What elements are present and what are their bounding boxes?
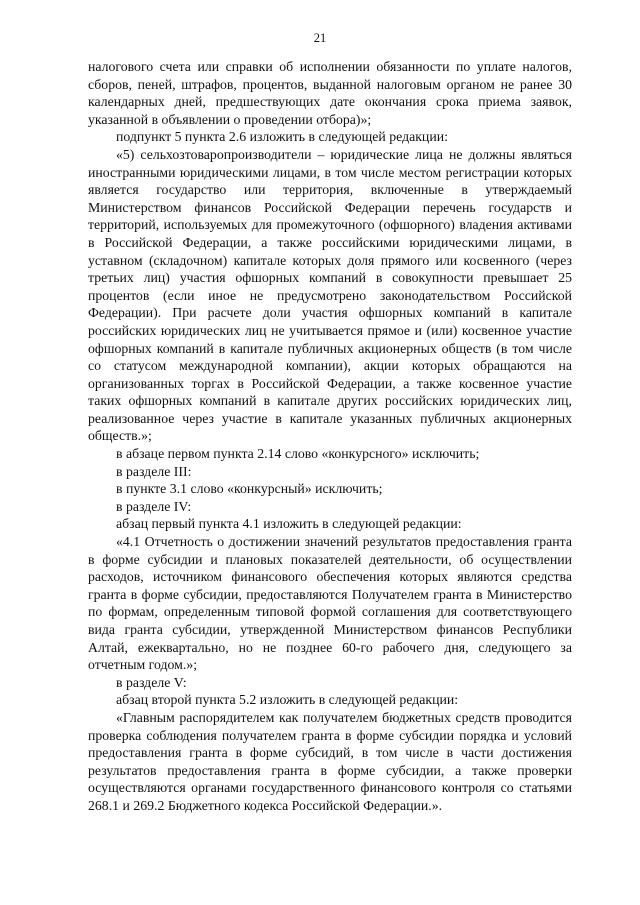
paragraph-subpoint-2-6-instruction: подпункт 5 пункта 2.6 изложить в следующей редакции: bbox=[116, 129, 448, 145]
document-body bbox=[88, 58, 572, 815]
paragraph-5-2-instruction: абзац второй пункта 5.2 изложить в следующей редакции: bbox=[116, 692, 459, 708]
paragraph-2-14-instruction: в абзаце первом пункта 2.14 слово «конкурсного» исключить; bbox=[116, 446, 480, 462]
paragraph-3-1-instruction: в пункте 3.1 слово «конкурсный» исключить; bbox=[116, 481, 383, 497]
paragraph-5-2-text: «Главным распорядителем как получателем бюджетных средств проводится проверка соблюдения получателем гранта в форме субсидии порядка и условий предоставления гранта в форме субсидий, в том числе в части достижения результатов предоставления гранта в форме субсидии, а также проверки осуществляются органами государственного финансового контроля со статьями 268.1 и 269.2 Бюджетного кодекса Российской Федерации.». bbox=[88, 709, 572, 813]
paragraph-continuation: налогового счета или справки об исполнении обязанности по уплате налогов, сборов, пеней, штрафов, процентов, выданной налоговым органом не ранее 30 календарных дней, предшествующих дате окончания срока приема заявок, указанной в объявлении о проведении отбора)»; bbox=[88, 59, 572, 127]
page-number: 21 bbox=[313, 31, 327, 45]
paragraph-section-3: в разделе III: bbox=[116, 463, 192, 479]
paragraph-4-1-instruction: абзац первый пункта 4.1 изложить в следующей редакции: bbox=[116, 516, 462, 532]
paragraph-4-1-text: «4.1 Отчетность о достижении значений результатов предоставления гранта в форме субсидии и плановых показателей деятельности, об осуществлении расходов, источником финансового обеспечения которых являются средства гранта в форме субсидии, предоставляются Получателем гранта в Министерство по формам, определенным типовой формой соглашения для соответствующего вида гранта субсидии, утвержденной Министерством финансов Республики Алтай, ежеквартально, но не позднее 60-го рабочего дня, следующего за отчетным годом.»; bbox=[88, 534, 572, 673]
paragraph-section-5: в разделе V: bbox=[116, 674, 187, 690]
paragraph-subpoint-5-text: «5) сельхозтоваропроизводители – юридические лица не должны являться иностранными юридическими лицами, в том числе местом регистрации которых является государство или территория, включенные в утверждаемый Министерством финансов Российской Федерации перечень государств и территорий, используемых для промежуточного (офшорного) владения активами в Российской Федерации, а также российскими юридическими лицами, в уставном (складочном) капитале которых доля прямого или косвенного (через третьих лиц) участия офшорных компаний в совокупности превышает 25 процентов (если иное не предусмотрено законодательством Российской Федерации). При расчете доли участия офшорных компаний в капитале российских юридических лиц не учитывается прямое и (или) косвенное участие офшорных компаний в капитале публичных акционерных обществ (в том числе со статусом международной компании), акции которых обращаются на организованных торгах в Российской Федерации, а также косвенное участие таких офшорных компаний в капитале других российских юридических лиц, реализованное через участие в капитале указанных публичных акционерных обществ.»; bbox=[88, 146, 572, 444]
paragraph-section-4: в разделе IV: bbox=[116, 498, 192, 514]
